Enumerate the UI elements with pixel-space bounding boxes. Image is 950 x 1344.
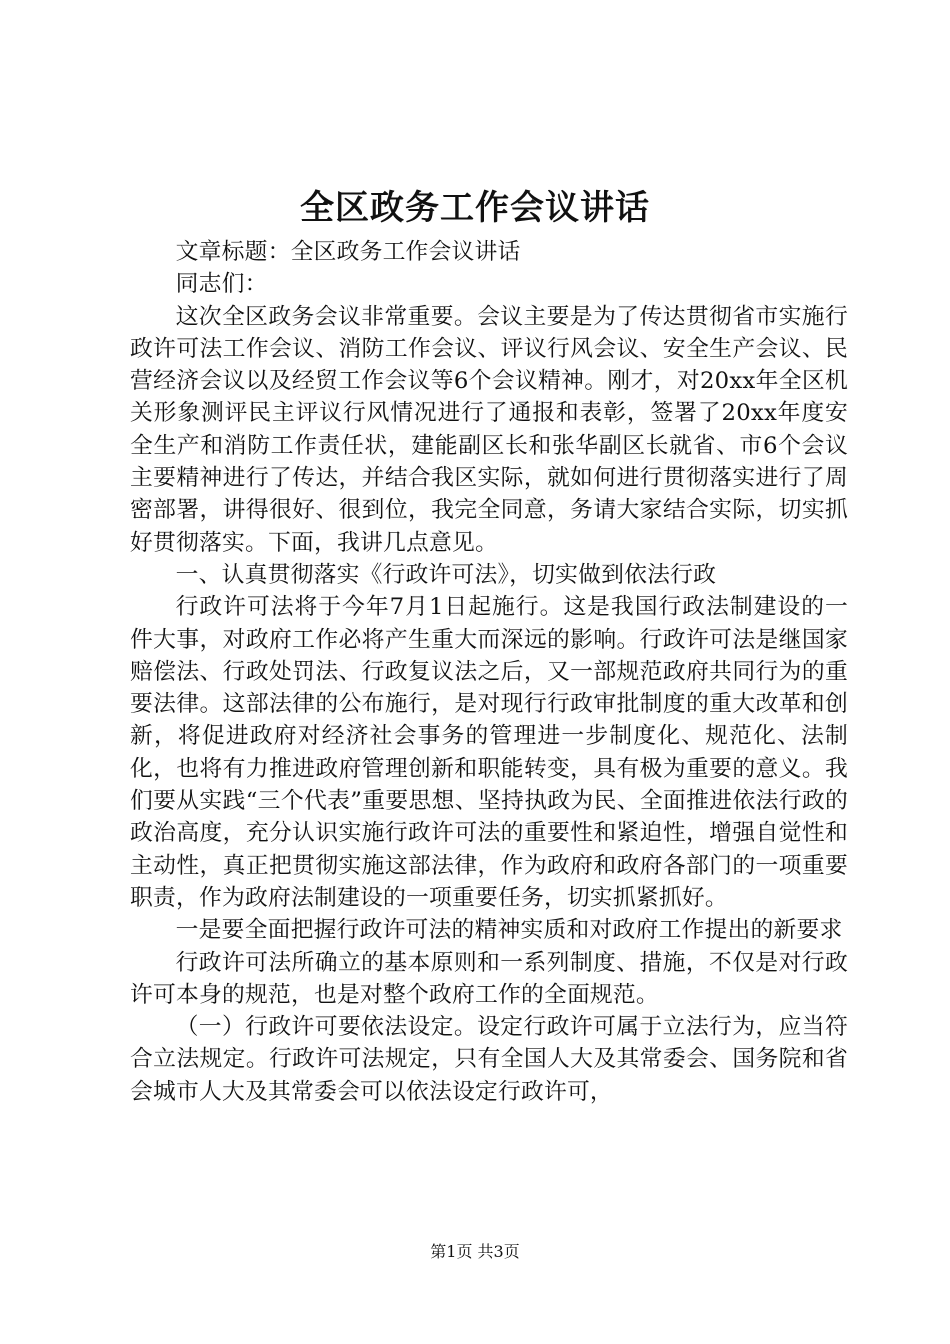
salutation: 同志们： bbox=[175, 271, 268, 298]
subheading-1: 一是要全面把握行政许可法的精神实质和对政府工作提出的新要求 bbox=[175, 917, 843, 944]
article-title-line: 文章标题：全区政务工作会议讲话 bbox=[175, 239, 521, 265]
paragraph-intro: 这次全区政务会议非常重要。会议主要是为了传达贯彻省市实施行政许可法工作会议、消防工作会议、评议行风会议、安全生产会议、民营经济会议以及经贸工作会议等6个会议精神。刚才，对20xx年全区机关形象测评民主评议行风情况进行了通报和表彰，签署了20xx年度安全生产和消防工作责任状，建能副区长和张华副区长就省、市6个会议主要精神进行了传达，并结合我区实际，就如何进行贯彻落实进行了周密部署，讲得很好、很到位，我完全同意，务请大家结合实际，切实抓好贯彻落实。下面，我讲几点意见。 bbox=[130, 303, 848, 556]
paragraph-item-1: （一）行政许可要依法设定。设定行政许可属于立法行为，应当符合立法规定。行政许可法规定，只有全国人大及其常委会、国务院和省会城市人大及其常委会可以依法设定行政许可， bbox=[130, 1014, 848, 1105]
paragraph-section-1: 行政许可法将于今年7月1日起施行。这是我国行政法制建设的一件大事，对政府工作必将产生重大而深远的影响。行政许可法是继国家赔偿法、行政处罚法、行政复议法之后，又一部规范政府共同行为的重要法律。这部法律的公布施行，是对现行行政审批制度的重大改革和创新，将促进政府对经济社会事务的管理进一步制度化、规范化、法制化，也将有力推进政府管理创新和职能转变，具有极为重要的意义。我们要从实践“三个代表”重要思想、坚持执政为民、全面推进依法行政的政治高度，充分认识实施行政许可法的重要性和紧迫性，增强自觉性和主动性，真正把贯彻实施这部法律，作为政府和政府各部门的一项重要职责，作为政府法制建设的一项重要任务，切实抓紧抓好。 bbox=[130, 594, 848, 911]
page-footer: 第1页 共3页 bbox=[430, 1242, 520, 1261]
paragraph-principles: 行政许可法所确立的基本原则和一系列制度、措施，不仅是对行政许可本身的规范，也是对整个政府工作的全面规范。 bbox=[130, 949, 848, 1008]
section-heading-1: 一、认真贯彻落实《行政许可法》，切实做到依法行政 bbox=[175, 561, 717, 588]
document-title: 全区政务工作会议讲话 bbox=[300, 188, 650, 228]
document-body bbox=[130, 236, 848, 1108]
